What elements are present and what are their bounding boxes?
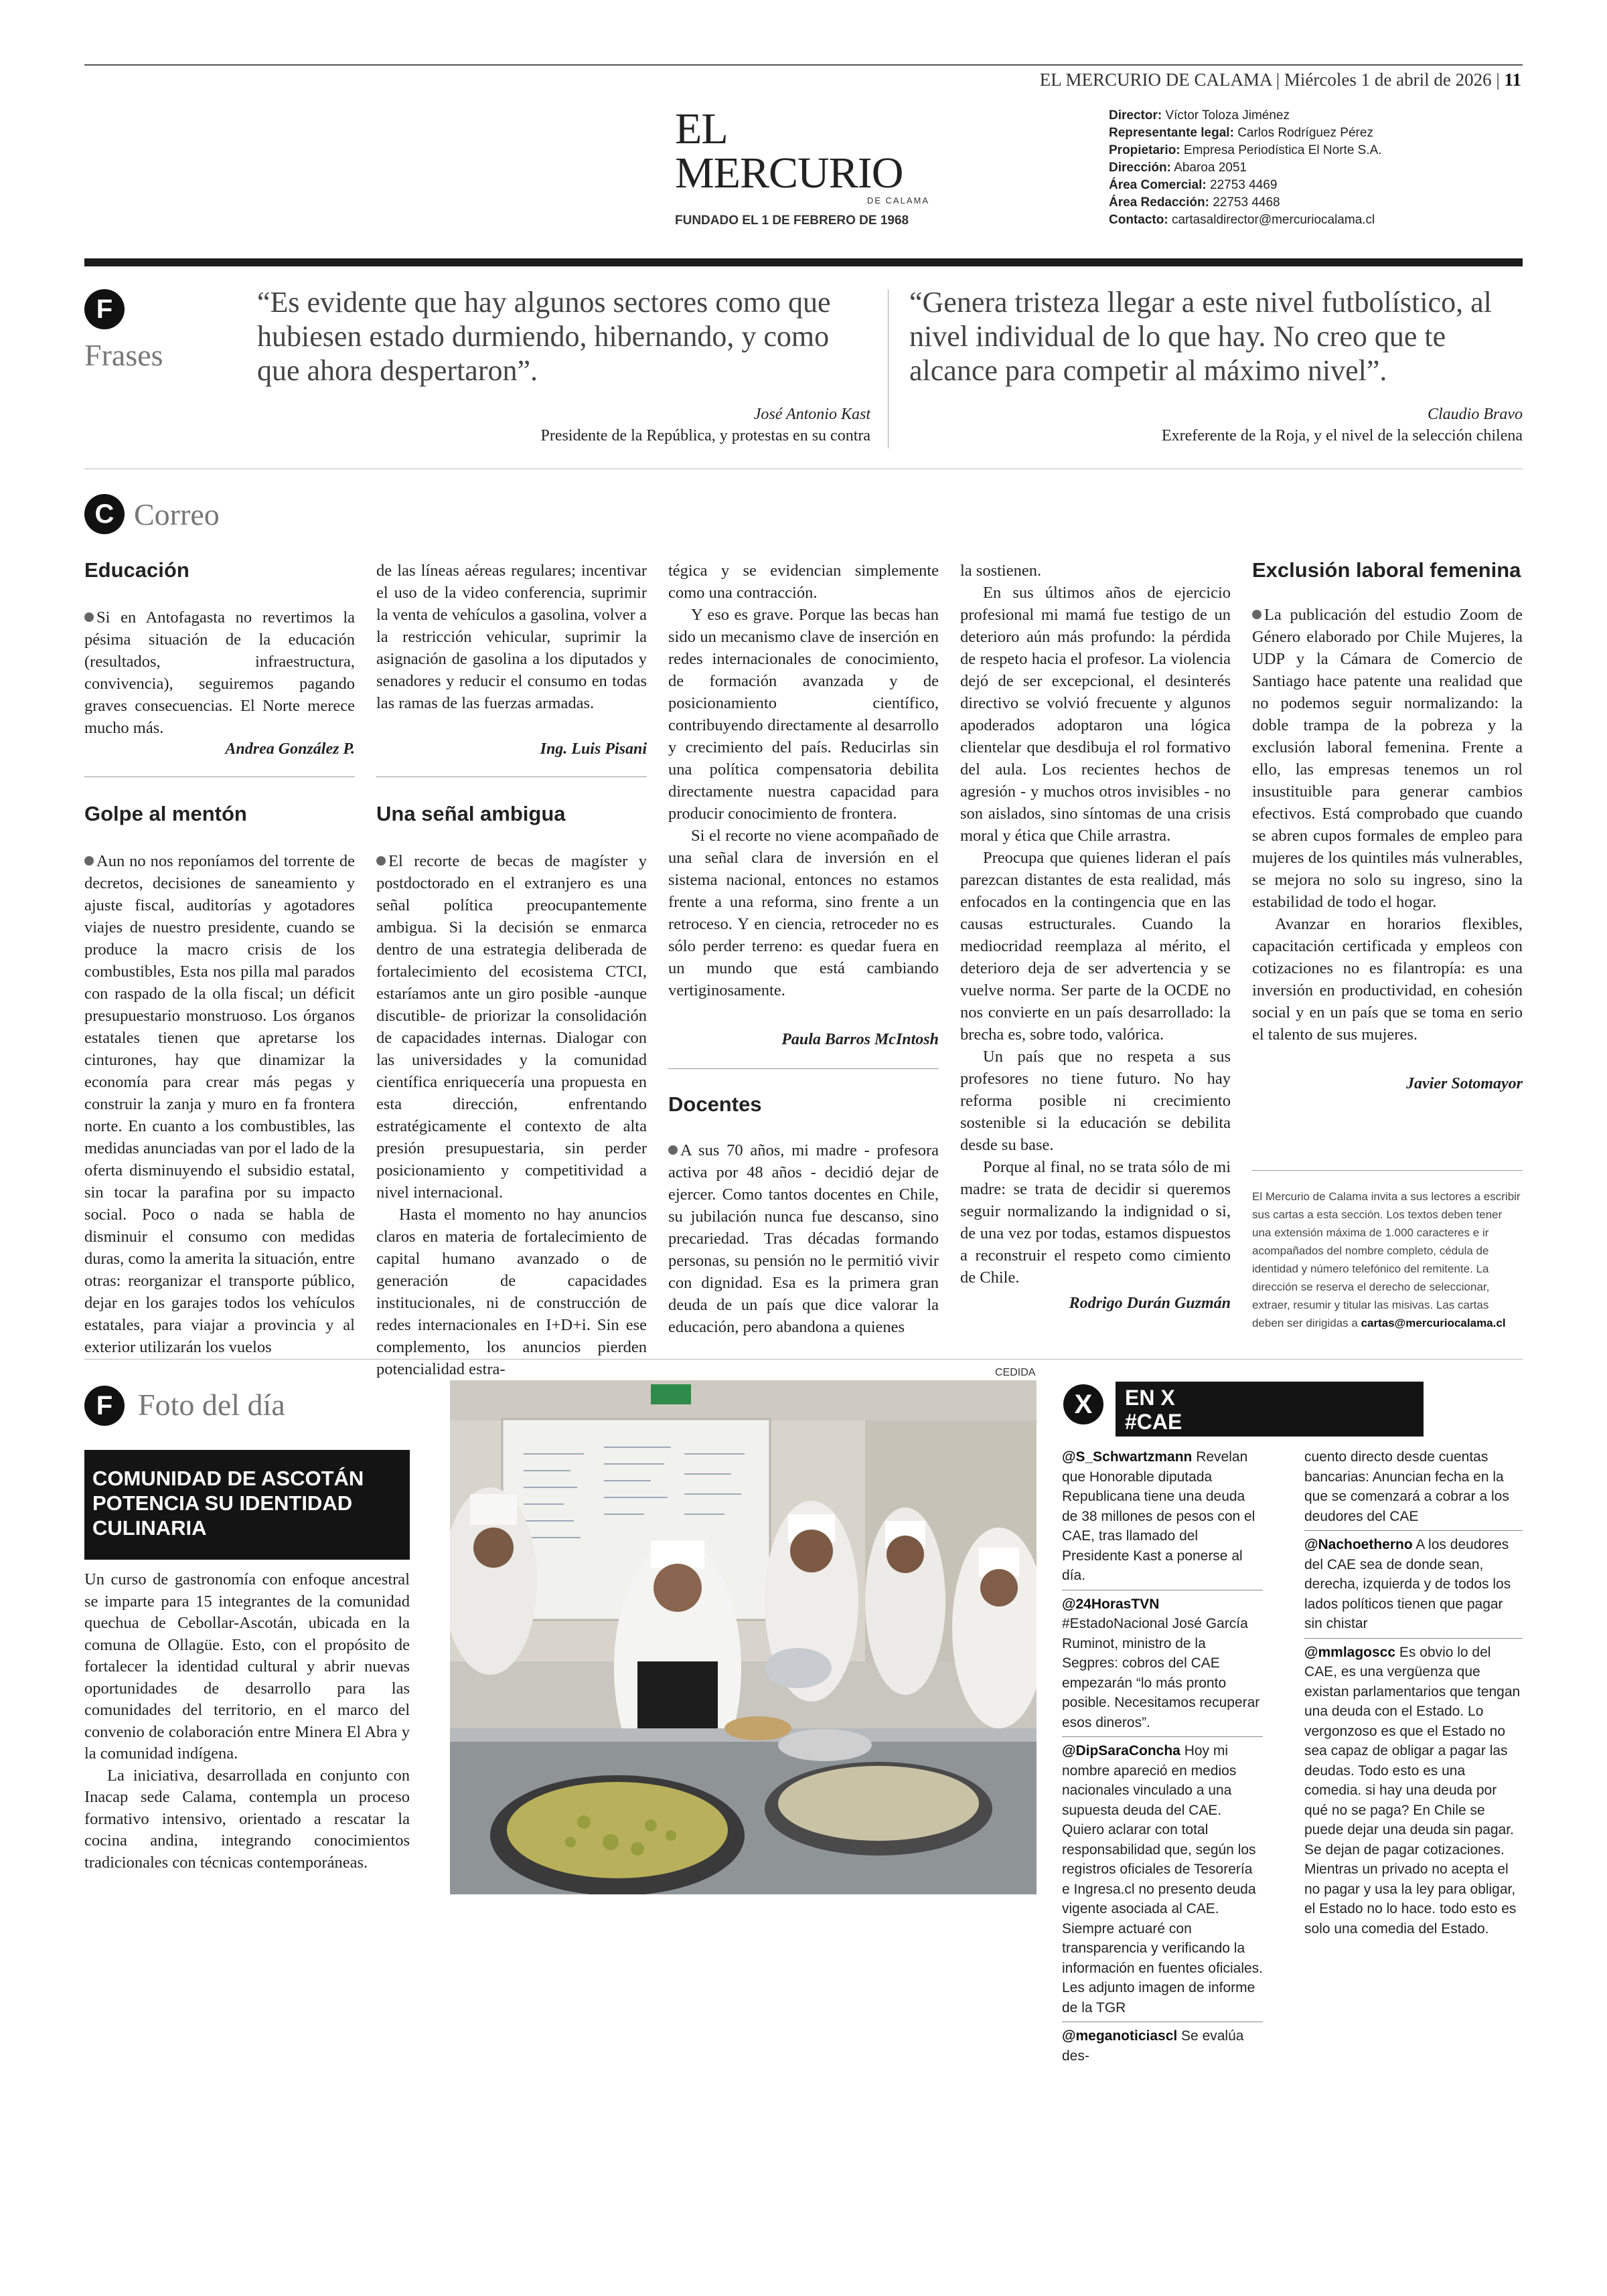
kitchen-class-photo — [450, 1380, 1037, 1894]
correo-icon: C — [84, 494, 125, 534]
staff-line: Propietario: Empresa Periodística El Norte S.A. — [1109, 143, 1382, 157]
tweet: @mmlagoscc Es obvio lo del CAE, es una vergüenza que existan parlamentarios que tengan una deuda con el Estado. Lo vergonzoso es que el Estado no sea capaz de obligar a pagar las deudas. Todo esto es una comedia. si hay una deuda por qué no se paga? En Chile se puede dejar una deuda sin pagar. Se dejan de pagar cotizaciones. Mientras un privado no acepta el no pagar y usa la ley para obligar, el Estado no lo hace. todo esto es solo una comedia del Estado. — [1304, 1644, 1521, 1937]
tweet: @Nachoetherno A los deudores del CAE sea de donde sean, derecha, izquierda y de todos los lados políticos tienen que pagar sin chistar — [1304, 1535, 1523, 1639]
tweet-handle[interactable]: @Nachoetherno — [1304, 1537, 1413, 1552]
page-folio — [1040, 70, 1521, 90]
masthead-sub: DE CALAMA — [866, 195, 929, 206]
tweet: @meganoticiascl Se evalúa des- — [1062, 2028, 1244, 2064]
quote-1-role: Presidente de la República, y protestas en su contra — [540, 427, 870, 444]
tweet: @24HorasTVN #EstadoNacional José García Ruminot, ministro de la Segpres: cobros del CAE empezarán “lo más pronto posible. Necesitamos recuperar esos dineros”. — [1062, 1594, 1263, 1738]
letter-title-docentes: Docentes — [668, 1092, 762, 1116]
photo-credit: CEDIDA — [995, 1367, 1036, 1378]
quote-2: “Genera tristeza llegar a este nivel futbolístico, al nivel individual de lo que hay. No creo que te alcance para competir al máximo nivel”. — [909, 286, 1492, 387]
correo-label: Correo — [134, 497, 220, 531]
enx-title-line1: EN X — [1125, 1386, 1175, 1410]
frases-label: Frases — [84, 338, 163, 372]
letter-title-golpe: Golpe al mentón — [84, 802, 247, 825]
letter-signature: Rodrigo Durán Guzmán — [1069, 1295, 1231, 1312]
letters-notice: El Mercurio de Calama invita a sus lectores a escribir sus cartas a esta sección. Los textos deben tener una extensión máxima de 1.000 caracteres e ir acompañados del nombre completo, cédula de identidad y número telefónico del remitente. La dirección se reserva el derecho de seleccionar, extraer, resumir y titular las misivas. Las cartas deben ser dirigidas a cartas@mercuriocalama.cl — [1252, 1190, 1521, 1329]
letter-title-exclusion: Exclusión laboral femenina — [1252, 558, 1521, 582]
foto-icon: F — [84, 1386, 125, 1426]
enx-title-box — [1116, 1382, 1424, 1437]
quote-2-role: Exreferente de la Roja, y el nivel de la selección chilena — [1161, 427, 1523, 444]
letter-divider — [376, 776, 647, 777]
tweet: @S_Schwartzmann Revelan que Honorable diputada Republicana tiene una deuda de 38 millones de pesos con el CAE, tras llamado del Presidente Kast a ponerse al día. — [1062, 1447, 1263, 1590]
letter-signature: Javier Sotomayor — [1406, 1075, 1523, 1092]
letter-body-senal-cont: tégica y se evidencian simplemente como una contracción. Y eso es grave. Porque las becas han sido un mecanismo clave de inserción en redes internacionales de conocimiento, de formación avanzada y de posicionamiento científico, contribuyendo directamente al desarrollo y crecimiento del país. Reducirlas sin una política compensatoria debilita directamente nuestra capacidad para producir conocimiento de frontera. Si el recorte no viene acompañado de una señal clara de inversión en el sistema nacional, entonces no estamos frente a una reforma, sino frente a un retroceso. Y en ciencia, retroceder no es sólo perder terreno: es quedar fuera en un mundo que está cambiando vertiginosamente. — [668, 562, 939, 999]
enx-title-line2: #CAE — [1125, 1410, 1182, 1434]
staff-line: Representante legal: Carlos Rodríguez Pérez — [1109, 126, 1373, 140]
paper-info: EL MERCURIO DE CALAMA | Miércoles 1 de abril de 2026 | — [1039, 70, 1500, 90]
staff-line: Área Comercial: 22753 4469 — [1109, 178, 1278, 192]
frases-icon: F — [84, 289, 125, 329]
correo-bottom-rule — [84, 1359, 1523, 1360]
founded-line: FUNDADO EL 1 DE FEBRERO DE 1968 — [675, 214, 909, 228]
letter-divider — [668, 1068, 939, 1069]
letter-body-golpe-cont: de las líneas aéreas regulares; incentivar el uso de la video conferencia, suprimir la venta de vehículos a gasolina, volver a la restricción vehicular, suprimir la asignación de gasolina a los diputados y senadores y reducir el consumo en todas las ramas de las fuerzas armadas. — [376, 562, 647, 712]
notice-rule — [1252, 1170, 1523, 1171]
photo-caption: Un curso de gastronomía con enfoque ancestral se imparte para 15 integrantes de la comunidad quechua de Cebollar-Ascotán, ubicada en la comuna de Ollagüe. Esto, con el propósito de fortalecer la identidad cultural y abrir nuevas oportunidades de desarrollo para las comunidades del territorio, en el marco del convenio de colaboración entre Minera El Abra y la comunidad indígena. La iniciativa, desarrollada en conjunto con Inacap sede Calama, contempla un proceso formativo intensivo, orientado a rescatar la cocina andina, integrando conocimientos tradicionales con técnicas contemporáneas. — [84, 1570, 410, 1872]
kitchen-illustration — [450, 1380, 1037, 1894]
letter-body-docentes-cont: la sostienen. En sus últimos años de ejercicio profesional mi mamá fue testigo de un deterioro aún más profundo: la pérdida de respeto hacia el profesor. La violencia dejó de ser excepcional, el desinterés directivo se volvió frecuente y algunos apoderados adoptaron una lógica clientelar que desdibuja el rol formativo del aula. Los recientes hechos de agresión - y muchos otros invisibles - no son aislados, sino síntomas de una crisis moral y ética que Chile arrastra. Preocupa que quienes lideran el país parezcan distantes de esta realidad, más enfocados en la contingencia que en las causas estructurales. Cuando la mediocridad reemplaza al mérito, el deterioro deja de ser advertencia y se vuelve norma. Ser parte de la OCDE no nos convierte en un país desarrollado: la brecha es, sobre todo, valórica. Un país que no respeta a sus profesores no tiene futuro. No hay reforma posible ni crecimiento sostenible si la educación se debilita desde su base. Porque al final, no se trata sólo de mi madre: se trata de decidir si queremos seguir normalizando la indignidad o si, de una vez por todas, estamos dispuestos a reconstruir el respeto como cimiento de Chile. — [960, 562, 1231, 1287]
bullet-icon — [668, 1145, 678, 1155]
staff-line: Área Redacción: 22753 4468 — [1109, 195, 1280, 210]
staff-line: Contacto: cartasaldirector@mercuriocalama.cl — [1109, 213, 1375, 227]
letter-body-docentes: A sus 70 años, mi madre - profesora activa por 48 años - decidió dejar de ejercer. Como tantos docentes en Chile, su jubilación nunca fue descanso, sino precariedad. Tras décadas formando personas, su pensión no le permitió vivir con dignidad. Esa es la primera gran deuda de un país que dice valorar la educación, pero abandona a quienes — [668, 1141, 939, 1336]
top-rule — [84, 64, 1523, 66]
tweet-handle[interactable]: @meganoticiascl — [1062, 2028, 1178, 2044]
bullet-icon — [84, 612, 94, 622]
letter-divider — [84, 776, 355, 777]
bullet-icon — [376, 856, 386, 866]
staff-line: Director: Víctor Toloza Jiménez — [1109, 108, 1290, 122]
photo-headline: COMUNIDAD DE ASCOTÁN POTENCIA SU IDENTIDAD CULINARIA — [84, 1450, 410, 1560]
letter-signature: Ing. Luis Pisani — [540, 740, 647, 758]
masthead — [675, 104, 929, 228]
section-divider — [84, 258, 1523, 266]
letters-email[interactable]: cartas@mercuriocalama.cl — [1361, 1317, 1506, 1329]
bullet-icon — [1252, 610, 1261, 619]
tweet: @DipSaraConcha Hoy mi nombre apareció en medios nacionales vinculado a una supuesta deuda del CAE. Quiero aclarar con total responsabilidad que, según los registros oficiales de Tesorería e Ingresa.cl no presento deuda vigente asociada al CAE. Siempre actuaré con transparencia y verificando la información en fuentes oficiales. Les adjunto imagen de informe de la TGR — [1062, 1741, 1263, 2022]
tweet-handle[interactable]: @24HorasTVN — [1062, 1596, 1160, 1612]
quote-1: “Es evidente que hay algunos sectores como que hubiesen estado durmiendo, hibernando, y como que ahora despertaron”. — [257, 286, 831, 387]
staff-line: Dirección: Abaroa 2051 — [1109, 161, 1247, 175]
letter-body-exclusion: La publicación del estudio Zoom de Género elaborado por Chile Mujeres, la UDP y la Cámara de Comercio de Santiago hace patente una realidad que no podemos seguir normalizando: la doble trampa de la pobreza y la exclusión laboral femenina. Frente a ello, las empresas tenemos un rol insustituible para generar cambios efectivos. Está comprobado que cuando se abren cupos formales de empleo para mujeres de los quintiles más vulnerables, se mejora no solo su ingreso, sino la estabilidad de todo el hogar. Avanzar en horarios flexibles, capacitación certificada y empleos con cotizaciones no es filantropía: es una inversión en productividad, en cohesión social y en un país que se toma en serio el talento de sus mujeres. — [1252, 606, 1523, 1044]
tweet-handle[interactable]: @DipSaraConcha — [1062, 1743, 1180, 1758]
x-logo-icon: X — [1063, 1384, 1103, 1424]
letter-body-senal: El recorte de becas de magíster y postdoctorado en el extranjero es una señal política preocupantemente ambigua. Si la decisión se enmarca dentro de una estrategia deliberada de fortalecimiento del ecosistema CTCI, estaríamos ante un giro posible -aunque discutible- de priorizar la consolidación de capacidades internas. Dialogar con las universidades y la comunidad científica enriquecería una propuesta en esta dirección, enfrentando estratégicamente el contexto de alta presión presupuestaria, sin perder posicionamiento y competitividad a nivel internacional. Hasta el momento no hay anuncios claros en materia de fortalecimiento de capital humano avanzado o de generación de capacidades institucionales, ni de construcción de redes internacionales en I+D+i. Sin ese complemento, los anuncios pierden potencialidad estra- — [376, 852, 647, 1378]
letter-body-golpe: Aun no nos reponíamos del torrente de decretos, decisiones de saneamiento y ajuste fiscal, auditorías y agotadores viajes de nuestro presidente, cuando se produce la macro crisis de los combustibles, Esta nos pilla mal parados con raspado de la olla fiscal; un déficit presupuestario monstruoso. Los órganos estatales tienen que apretarse los cinturones, hay que dinamizar la economía para crear más pegas y construir la zanja y muro en fa frontera norte. En cuanto a los combustibles, las medidas anunciadas van por el lado de la oferta disminuyendo el subsidio estatal, sin tocar la parafina por su impacto social. Poco o nada se habla de disminuir el consumo con medidas duras, como la amerita la situación, entre otras: reorganizar el transporte público, dejar en los garajes todos los vehículos estatales, para viajar a provincia y al exterior utilizarán los vuelos — [84, 852, 355, 1356]
tweets-col-2 — [1304, 1447, 1523, 1947]
tweet: cuento directo desde cuentas bancarias: Anuncian fecha en la que se comenzará a cobrar a los deudores del CAE — [1304, 1447, 1523, 1531]
letter-signature: Paula Barros McIntosh — [781, 1031, 939, 1048]
page-number: 11 — [1504, 70, 1521, 90]
tweets-col-1 — [1062, 1447, 1263, 2074]
letter-body-educacion: Si en Antofagasta no revertimos la pésima situación de la educación (resultados, infraestructura, convivencia), seguiremos pagando graves consecuencias. El Norte merece mucho más. — [84, 608, 355, 737]
quote-2-author: Claudio Bravo — [1428, 406, 1523, 423]
letter-title-educacion: Educación — [84, 558, 189, 582]
tweet-handle[interactable]: @mmlagoscc — [1304, 1644, 1396, 1660]
quote-1-author: José Antonio Kast — [753, 406, 870, 423]
bullet-icon — [84, 856, 94, 866]
letter-title-senal: Una señal ambigua — [376, 802, 566, 825]
masthead-name: EL MERCURIO — [675, 104, 903, 197]
tweet-handle[interactable]: @S_Schwartzmann — [1062, 1449, 1193, 1465]
staff-box — [1109, 107, 1382, 229]
letter-signature: Andrea González P. — [225, 740, 355, 758]
foto-label: Foto del día — [138, 1388, 285, 1422]
quote-divider — [888, 289, 889, 448]
